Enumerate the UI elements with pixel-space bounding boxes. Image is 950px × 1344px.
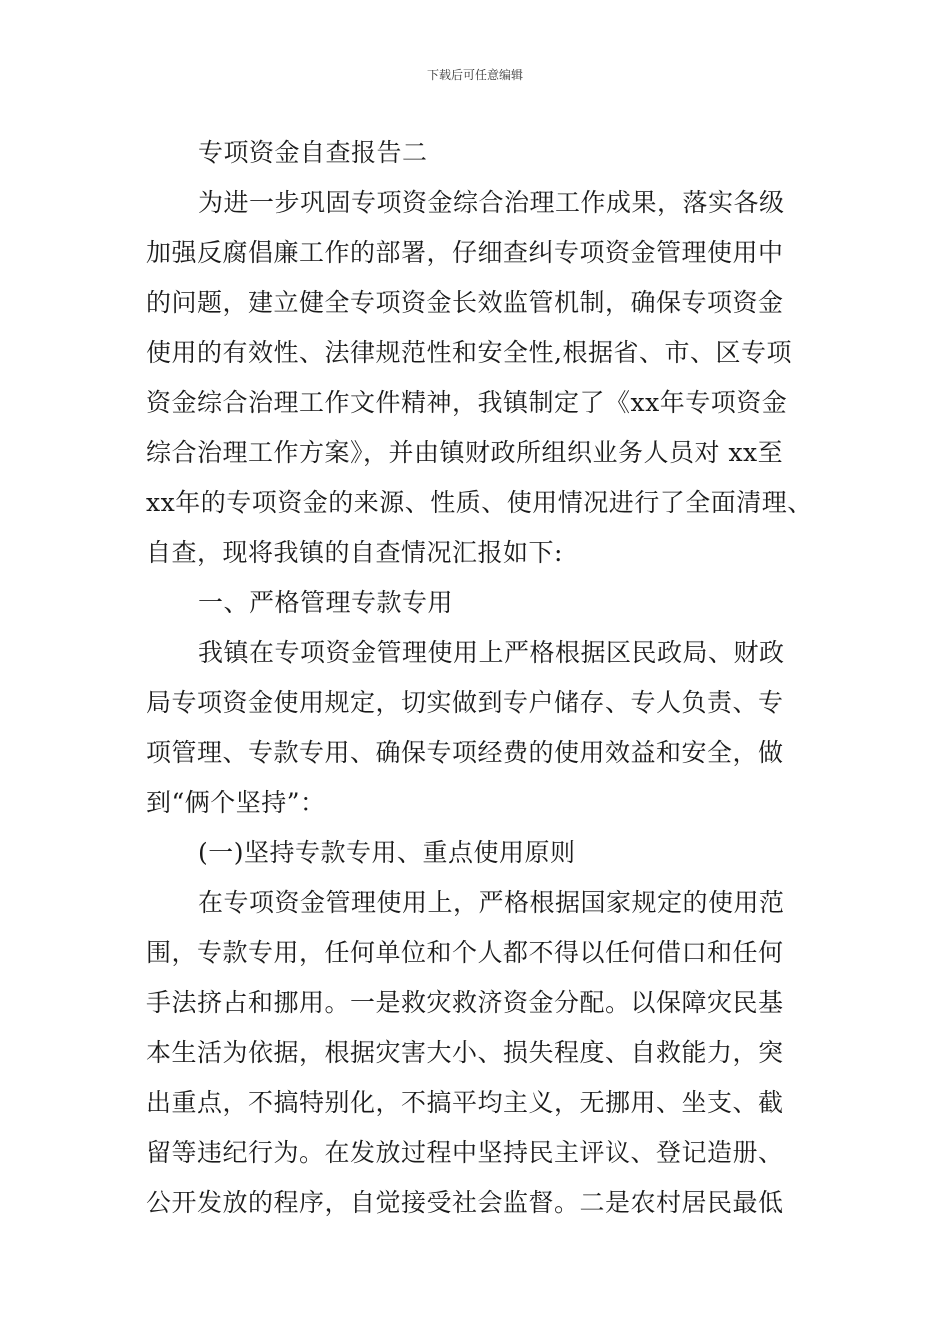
paragraph-line: 项管理、专款专用、确保专项经费的使用效益和安全，做 — [146, 738, 784, 767]
header-note: 下载后可任意编辑 — [426, 68, 523, 82]
paragraph-line: 在专项资金管理使用上，严格根据国家规定的使用范 — [198, 888, 785, 917]
paragraph-line: 资金综合治理工作文件精神，我镇制定了《xx年专项资金 — [146, 388, 788, 417]
paragraph-line: 局专项资金使用规定，切实做到专户储存、专人负责、专 — [146, 688, 784, 717]
paragraph-line: 出重点，不搞特别化，不搞平均主义，无挪用、坐支、截 — [146, 1088, 784, 1117]
paragraph-line: 到“俩个坚持”： — [146, 788, 326, 817]
paragraph-line: 公开发放的程序，自觉接受社会监督。二是农村居民最低 — [146, 1188, 784, 1217]
document-body — [146, 128, 818, 1228]
paragraph-line: 综合治理工作方案》，并由镇财政所组织业务人员对 xx至 — [146, 438, 784, 467]
paragraph-line: 的问题，建立健全专项资金长效监管机制，确保专项资金 — [146, 288, 784, 317]
paragraph-line: 围，专款专用，任何单位和个人都不得以任何借口和任何 — [146, 938, 784, 967]
paragraph-line: 为进一步巩固专项资金综合治理工作成果，落实各级 — [198, 188, 785, 217]
paragraph-line: 加强反腐倡廉工作的部署，仔细查纠专项资金管理使用中 — [146, 238, 784, 267]
paragraph-line: 留等违纪行为。在发放过程中坚持民主评议、登记造册、 — [146, 1138, 784, 1167]
section-heading: 一、严格管理专款专用 — [198, 588, 454, 617]
paragraph-line: 自查，现将我镇的自查情况汇报如下: — [146, 538, 563, 567]
paragraph-line: 使用的有效性、法律规范性和安全性,根据省、市、区专项 — [146, 338, 792, 367]
paragraph-line: xx年的专项资金的来源、性质、使用情况进行了全面清理、 — [146, 488, 813, 517]
subsection-heading: (一)坚持专款专用、重点使用原则 — [198, 838, 576, 867]
document-title: 专项资金自查报告二 — [198, 138, 428, 167]
paragraph-line: 手法挤占和挪用。一是救灾救济资金分配。以保障灾民基 — [146, 988, 784, 1017]
paragraph-line: 本生活为依据，根据灾害大小、损失程度、自救能力，突 — [146, 1038, 784, 1067]
paragraph-line: 我镇在专项资金管理使用上严格根据区民政局、财政 — [198, 638, 785, 667]
